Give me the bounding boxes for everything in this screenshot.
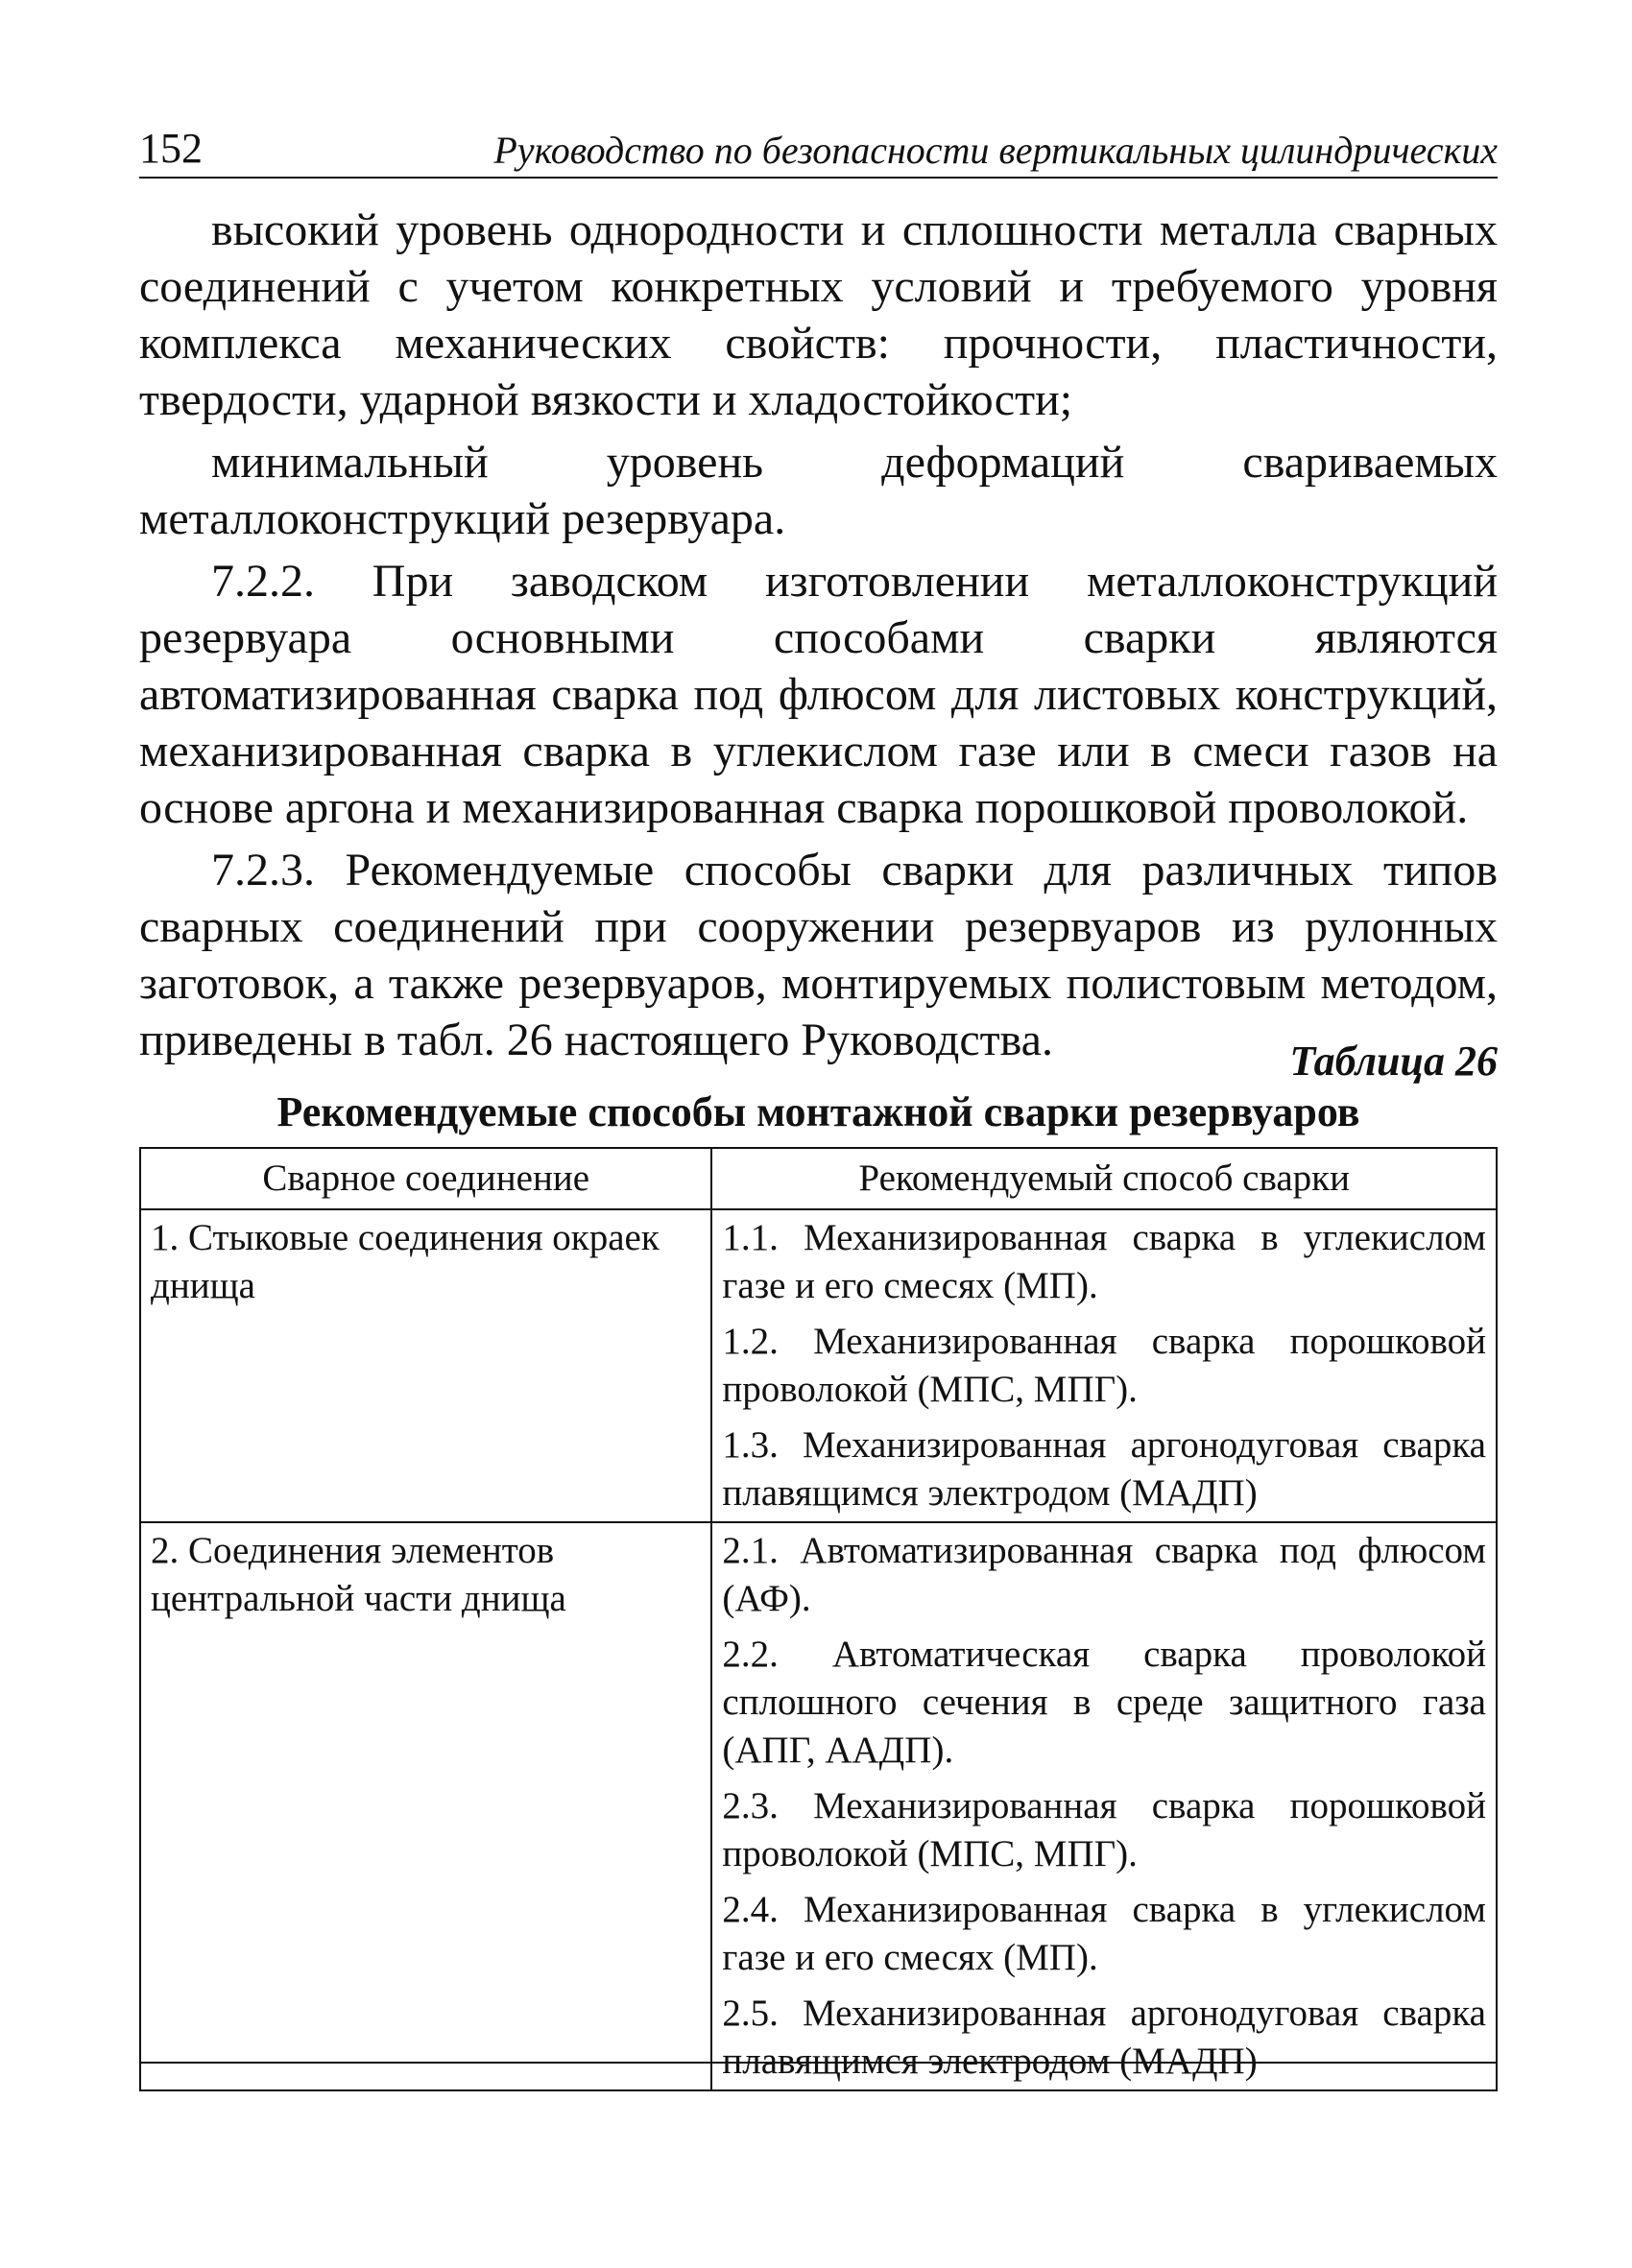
joint-cell: 1. Стыковые соединения окраек днища bbox=[140, 1209, 711, 1522]
method-item: 1.1. Механизированная сварка в углекислом газе и его смесях (МП). bbox=[722, 1217, 1486, 1306]
table-row bbox=[140, 1209, 1497, 1522]
table-header-row bbox=[140, 1148, 1497, 1209]
column-header-joint: Сварное соединение bbox=[140, 1148, 711, 1209]
body-text bbox=[139, 202, 1498, 1074]
table-caption: Таблица 26 bbox=[1289, 1038, 1498, 1085]
page-number: 152 bbox=[139, 125, 203, 172]
method-item: 1.2. Механизированная сварка порошковой проволокой (МПС, МПГ). bbox=[722, 1321, 1486, 1410]
method-item: 2.3. Механизированная сварка порошковой проволокой (МПС, МПГ). bbox=[722, 1785, 1486, 1874]
method-item: 2.5. Механизированная аргонодуговая сварка плавящимся электродом (МАДП) bbox=[722, 1993, 1486, 2082]
methods-cell bbox=[711, 1209, 1497, 1522]
table-title: Рекомендуемые способы монтажной сварки резервуаров bbox=[276, 1088, 1360, 1135]
paragraph-7-2-2: 7.2.2. При заводском изготовлении металлоконструкций резервуара основными способами сварки являются автоматизированная сварка под флюсом для листовых конструкций, механизированная сварка в углекислом газе или в смеси газов на основе аргона и механизированная сварка порошковой проволокой. bbox=[139, 556, 1498, 833]
method-item: 1.3. Механизированная аргонодуговая сварка плавящимся электродом (МАДП) bbox=[722, 1424, 1486, 1514]
method-item: 2.2. Автоматическая сварка проволокой сплошного сечения в среде защитного газа (АПГ, ААДП). bbox=[722, 1634, 1486, 1771]
column-header-method: Рекомендуемый способ сварки bbox=[711, 1148, 1497, 1209]
methods-cell bbox=[711, 1522, 1497, 2090]
footer-rule bbox=[139, 2062, 1498, 2064]
running-title: Руководство по безопасности вертикальных цилиндрических bbox=[493, 129, 1498, 172]
table-row bbox=[140, 1522, 1497, 2090]
joint-cell: 2. Соединения элементов центральной части днища bbox=[140, 1522, 711, 2090]
paragraph-homogeneity: высокий уровень однородности и сплошности металла сварных соединений с учетом конкретных условий и требуемого уровня комплекса механических свойств: прочности, пластичности, твердости, ударной вязкости и хладостойкости; bbox=[139, 204, 1498, 425]
method-item: 2.1. Автоматизированная сварка под флюсом (АФ). bbox=[722, 1530, 1486, 1619]
welding-methods-table bbox=[139, 1147, 1498, 2091]
paragraph-deformation: минимальный уровень деформаций свариваемых металлоконструкций резервуара. bbox=[139, 437, 1498, 544]
paragraph-7-2-3: 7.2.3. Рекомендуемые способы сварки для различных типов сварных соединений при сооружении резервуаров из рулонных заготовок, а также резервуаров, монтируемых полистовым методом, приведены в табл. 26 настоящего Руководства. bbox=[139, 845, 1498, 1065]
page-header bbox=[139, 117, 1498, 179]
method-item: 2.4. Механизированная сварка в углекислом газе и его смесях (МП). bbox=[722, 1889, 1486, 1978]
